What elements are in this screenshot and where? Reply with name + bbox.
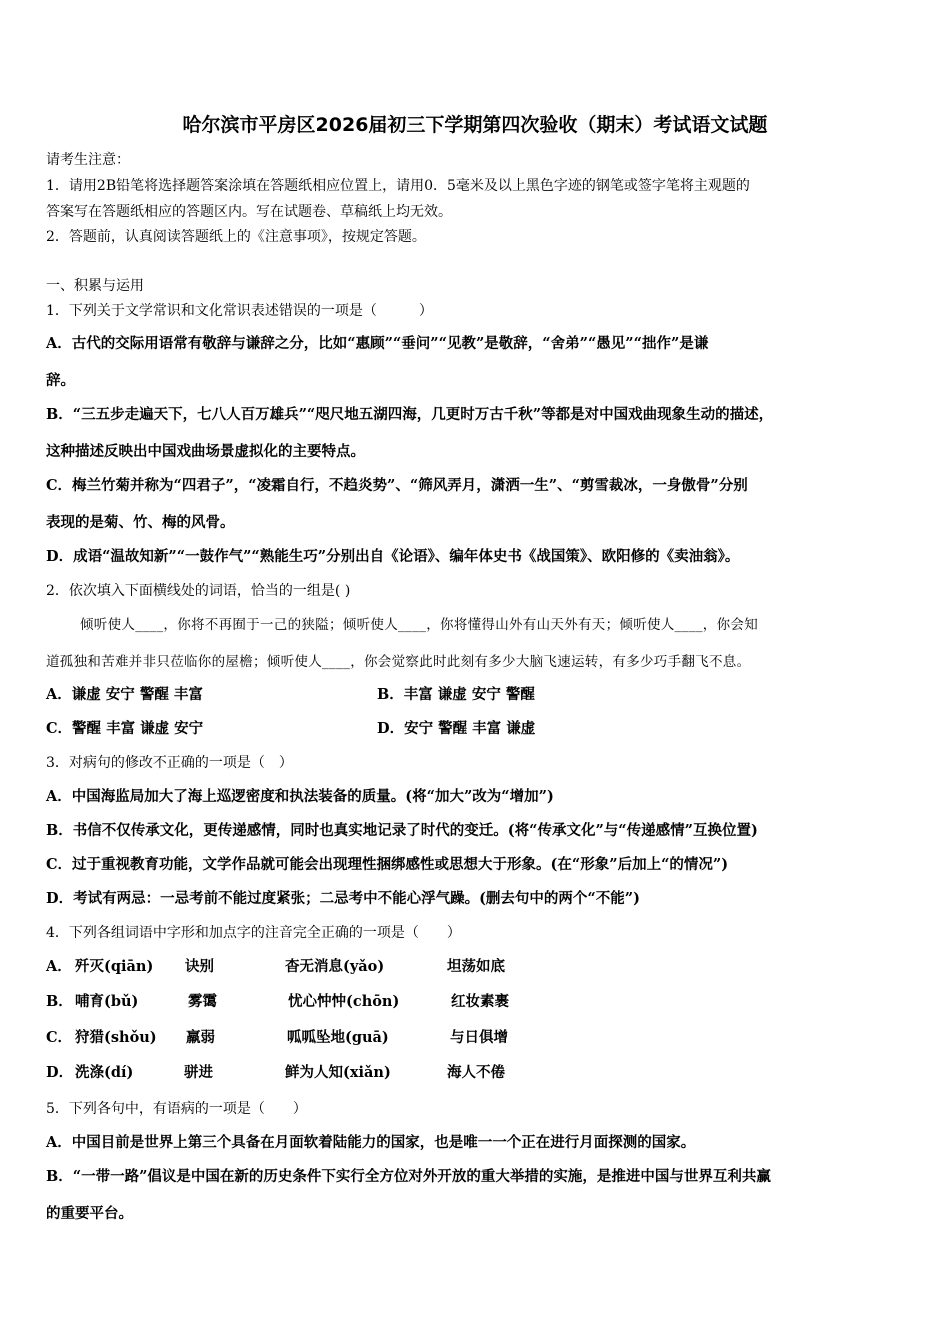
q4-b-word-3: 忧心忡忡(chōn)	[288, 993, 400, 1010]
page-title: 哈尔滨市平房区2026届初三下学期第四次验收（期末）考试语文试题	[182, 114, 768, 136]
q1-option-b-cont: 这种描述反映出中国戏曲场景虚拟化的主要特点。	[46, 443, 365, 460]
q3-option-d: D．考试有两忌：一忌考前不能过度紧张；二忌考中不能心浮气躁。(删去句中的两个“不能”)	[46, 890, 640, 907]
section-heading: 一、积累与运用	[46, 278, 144, 294]
q3-option-a: A．中国海监局加大了海上巡逻密度和执法装备的质量。(将“加大”改为“增加”)	[46, 788, 554, 805]
q4-d-label: D．	[46, 1064, 74, 1081]
q2-passage-line-1: 倾听使人____，你将不再囿于一己的狭隘；倾听使人____，你将懂得山外有山天外有天；倾听使人____，你会知	[80, 617, 758, 633]
q4-d-word-1: 洗涤(dí)	[75, 1064, 134, 1081]
q4-c-word-2: 羸弱	[186, 1029, 215, 1046]
notice-line-1: 1．请用2B铅笔将选择题答案涂填在答题纸相应位置上，请用0．5毫米及以上黑色字迹的钢笔或签字笔将主观题的	[46, 178, 750, 194]
q4-b-label: B．	[46, 993, 73, 1010]
q1-stem: 1．下列关于文学常识和文化常识表述错误的一项是（ ）	[46, 303, 433, 319]
q4-b-word-2: 雾霭	[188, 993, 217, 1010]
q5-stem: 5．下列各句中，有语病的一项是（ ）	[46, 1101, 307, 1117]
q5-option-b: B．“一带一路”倡议是中国在新的历史条件下实行全方位对外开放的重大举措的实施，是推进中国与世界互利共赢	[46, 1168, 771, 1185]
q4-c-label: C．	[46, 1029, 73, 1046]
q4-d-word-3: 鲜为人知(xiǎn)	[285, 1064, 391, 1081]
q3-option-b: B．书信不仅传承文化，更传递感情，同时也真实地记录了时代的变迁。(将“传承文化”与“传递感情”互换位置)	[46, 822, 758, 839]
q1-option-c-cont: 表现的是菊、竹、梅的风骨。	[46, 514, 235, 531]
q4-b-word-4: 红妆素裹	[451, 993, 509, 1010]
q5-option-b-cont: 的重要平台。	[46, 1205, 133, 1222]
q4-stem: 4．下列各组词语中字形和加点字的注音完全正确的一项是（ ）	[46, 925, 461, 941]
q2-passage-line-2: 道孤独和苦难并非只莅临你的屋檐；倾听使人____，你会觉察此时此刻有多少大脑飞速运转，有多少巧手翻飞不息。	[46, 654, 751, 670]
q2-stem: 2．依次填入下面横线处的词语，恰当的一组是( )	[46, 583, 351, 599]
q4-d-word-4: 海人不倦	[447, 1064, 505, 1081]
q1-option-d: D．成语“温故知新”“一鼓作气”“熟能生巧”分别出自《论语》、编年体史书《战国策》、欧阳修的《卖油翁》。	[46, 548, 740, 565]
q1-option-a: A．古代的交际用语常有敬辞与谦辞之分，比如“惠顾”“垂问”“见教”是敬辞，“舍弟”“愚见”“拙作”是谦	[46, 335, 709, 352]
q4-c-word-3: 呱呱坠地(guā)	[287, 1029, 389, 1046]
notice-line-2: 答案写在答题纸相应的答题区内。写在试题卷、草稿纸上均无效。	[46, 204, 452, 220]
q4-d-word-2: 骈进	[184, 1064, 213, 1081]
q4-c-word-4: 与日俱增	[450, 1029, 508, 1046]
q1-option-b: B．“三五步走遍天下，七八人百万雄兵”“咫尺地五湖四海，几更时万古千秋”等都是对中国戏曲现象生动的描述，	[46, 406, 774, 423]
q1-option-c: C．梅兰竹菊并称为“四君子”，“凌霜自行，不趋炎势”、“筛风弄月，潇洒一生”、“剪雪裁冰，一身傲骨”分别	[46, 477, 748, 494]
q4-b-word-1: 哺育(bǔ)	[75, 993, 139, 1010]
q1-option-a-cont: 辞。	[46, 372, 75, 389]
notice-heading: 请考生注意：	[46, 152, 130, 168]
notice-line-3: 2．答题前，认真阅读答题纸上的《注意事项》，按规定答题。	[46, 229, 426, 245]
q4-a-word-2: 诀别	[185, 958, 214, 975]
q4-c-word-1: 狩猎(shǒu)	[75, 1029, 157, 1046]
q4-a-word-1: 歼灭(qiān)	[75, 958, 154, 975]
q2-option-d: D．安宁 警醒 丰富 谦虚	[377, 720, 536, 737]
q2-option-a: A．谦虚 安宁 警醒 丰富	[46, 686, 203, 703]
q4-a-label: A．	[46, 958, 72, 975]
q5-option-a: A．中国目前是世界上第三个具备在月面软着陆能力的国家，也是唯一一个正在进行月面探测的国家。	[46, 1134, 696, 1151]
q4-a-word-3: 杳无消息(yǎo)	[285, 958, 385, 975]
q4-a-word-4: 坦荡如底	[447, 958, 505, 975]
q2-option-b: B．丰富 谦虚 安宁 警醒	[377, 686, 535, 703]
q2-option-c: C．警醒 丰富 谦虚 安宁	[46, 720, 204, 737]
q3-stem: 3．对病句的修改不正确的一项是（ ）	[46, 755, 293, 771]
q3-option-c: C．过于重视教育功能，文学作品就可能会出现理性捆绑感性或思想大于形象。(在“形象”后加上“的情况”)	[46, 856, 729, 873]
